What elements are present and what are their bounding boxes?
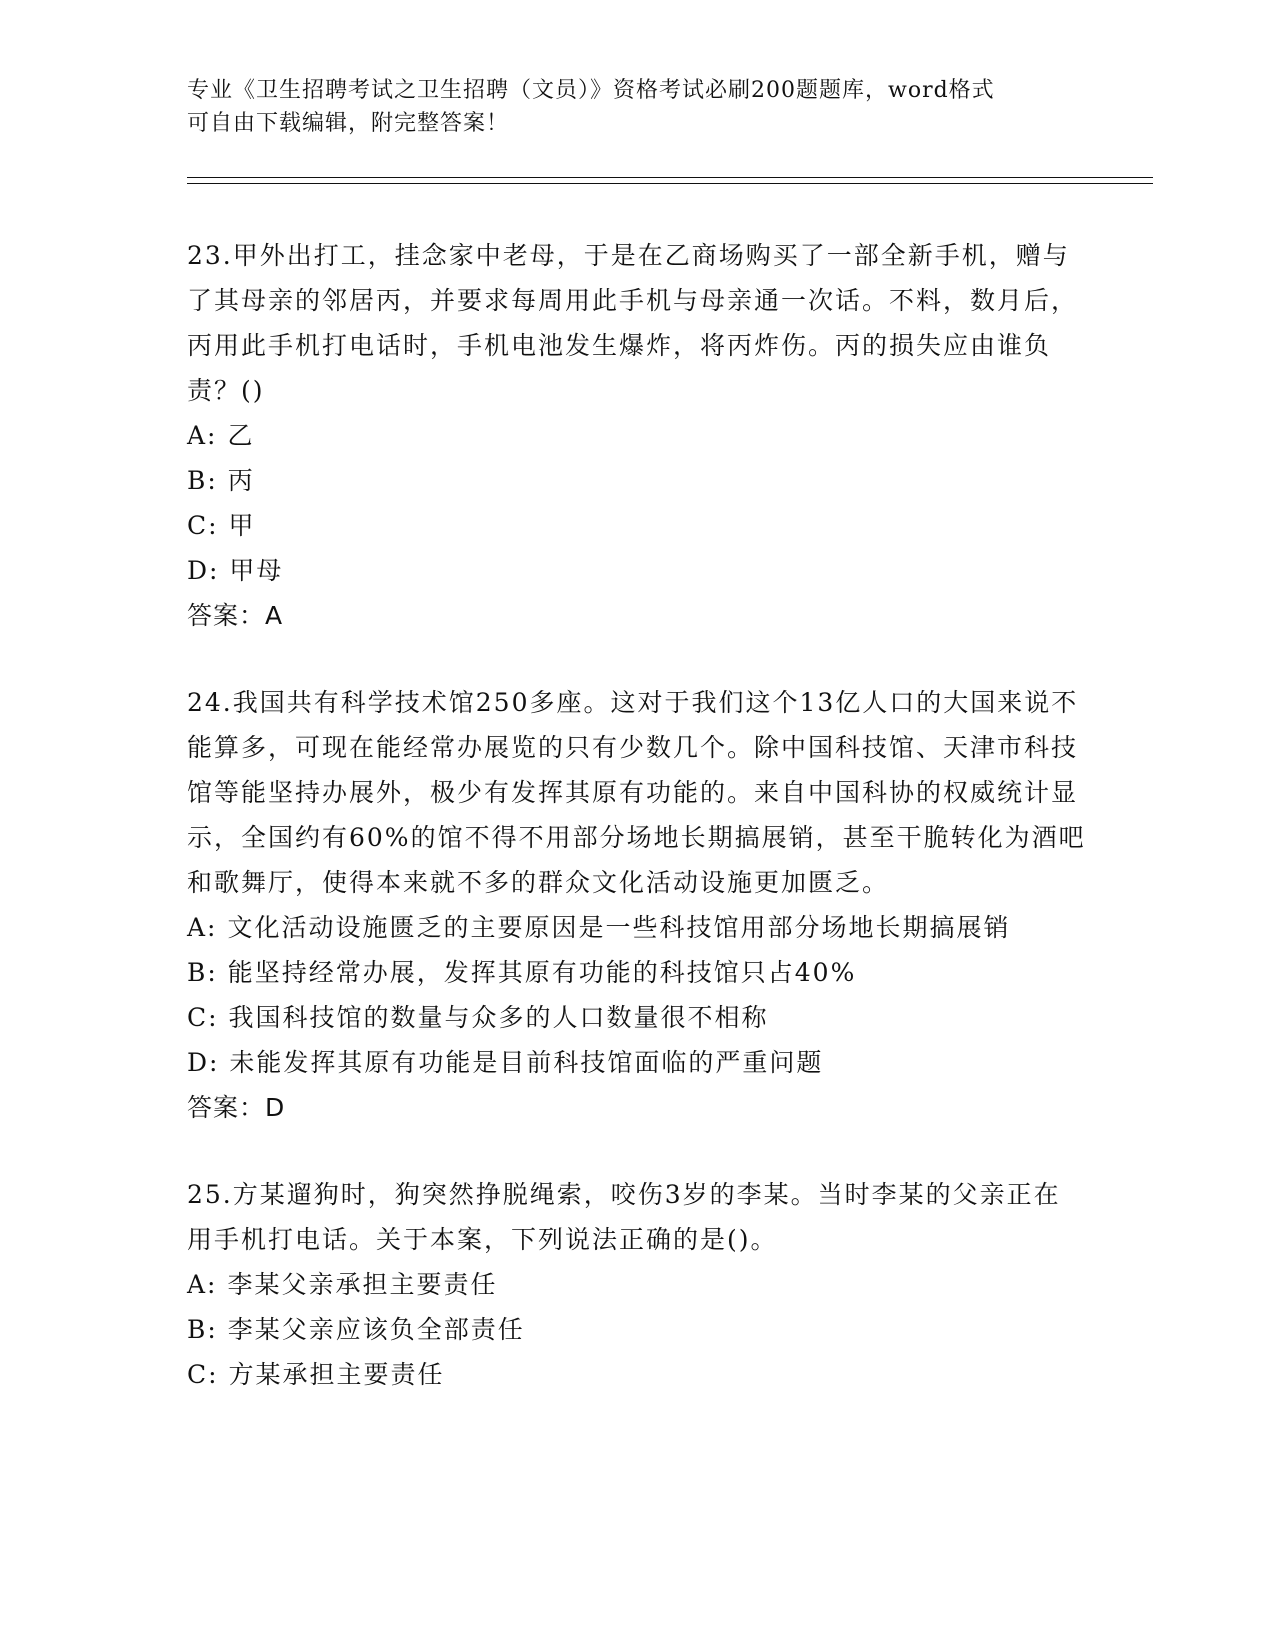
option-letter: C: xyxy=(187,1360,219,1389)
option-letter: D: xyxy=(187,556,220,585)
option-letter: B: xyxy=(187,1315,218,1344)
option-letter: C: xyxy=(187,1003,219,1032)
option-c xyxy=(187,1352,1087,1397)
question-stem: 25.方某遛狗时，狗突然挣脱绳索，咬伤3岁的李某。当时李某的父亲正在用手机打电话。关于本案，下列说法正确的是()。 xyxy=(187,1180,1061,1254)
option-text: 李某父亲承担主要责任 xyxy=(227,1270,498,1299)
option-text: 乙 xyxy=(227,421,255,450)
question-23 xyxy=(187,233,1087,638)
option-d xyxy=(187,1040,1087,1085)
option-b xyxy=(187,1307,1087,1352)
option-letter: A: xyxy=(187,421,218,450)
option-d xyxy=(187,548,1087,593)
option-c xyxy=(187,995,1087,1040)
option-text: 甲 xyxy=(228,511,256,540)
question-25 xyxy=(187,1172,1087,1397)
option-c xyxy=(187,503,1087,548)
header-title-line-2: 可自由下载编辑，附完整答案！ xyxy=(187,111,510,136)
question-list xyxy=(187,233,1087,1439)
option-text: 能坚持经常办展，发挥其原有功能的科技馆只占40% xyxy=(227,958,857,987)
header-title-line-1: 专业《卫生招聘考试之卫生招聘（文员）》资格考试必刷200题题库，word格式 xyxy=(187,78,995,103)
option-letter: B: xyxy=(187,466,218,495)
option-text: 文化活动设施匮乏的主要原因是一些科技馆用部分场地长期搞展销 xyxy=(227,913,1011,942)
question-24 xyxy=(187,680,1087,1130)
answer-line: 答案：D xyxy=(187,1093,286,1122)
question-stem: 23.甲外出打工，挂念家中老母，于是在乙商场购买了一部全新手机，赠与了其母亲的邻居丙，并要求每周用此手机与母亲通一次话。不料，数月后，丙用此手机打电话时，手机电池发生爆炸，将丙炸伤。丙的损失应由谁负责？() xyxy=(187,241,1079,405)
option-letter: A: xyxy=(187,913,218,942)
option-letter: A: xyxy=(187,1270,218,1299)
option-a xyxy=(187,413,1087,458)
option-a xyxy=(187,1262,1087,1307)
option-text: 我国科技馆的数量与众多的人口数量很不相称 xyxy=(228,1003,769,1032)
option-text: 未能发挥其原有功能是目前科技馆面临的严重问题 xyxy=(229,1048,824,1077)
question-stem: 24.我国共有科学技术馆250多座。这对于我们这个13亿人口的大国来说不能算多，可现在能经常办展览的只有少数几个。除中国科技馆、天津市科技馆等能坚持办展外，极少有发挥其原有功能的。来自中国科协的权威统计显示，全国约有60%的馆不得不用部分场地长期搞展销，甚至干脆转化为酒吧和歌舞厅，使得本来就不多的群众文化活动设施更加匮乏。 xyxy=(187,688,1086,897)
option-a xyxy=(187,905,1087,950)
option-letter: D: xyxy=(187,1048,220,1077)
option-text: 甲母 xyxy=(229,556,284,585)
option-text: 丙 xyxy=(227,466,255,495)
option-text: 李某父亲应该负全部责任 xyxy=(227,1315,525,1344)
option-letter: C: xyxy=(187,511,219,540)
option-letter: B: xyxy=(187,958,218,987)
option-b xyxy=(187,950,1087,995)
header-divider xyxy=(187,177,1153,184)
option-b xyxy=(187,458,1087,503)
option-text: 方某承担主要责任 xyxy=(228,1360,445,1389)
document-header xyxy=(187,74,1067,140)
answer-line: 答案：A xyxy=(187,601,284,630)
